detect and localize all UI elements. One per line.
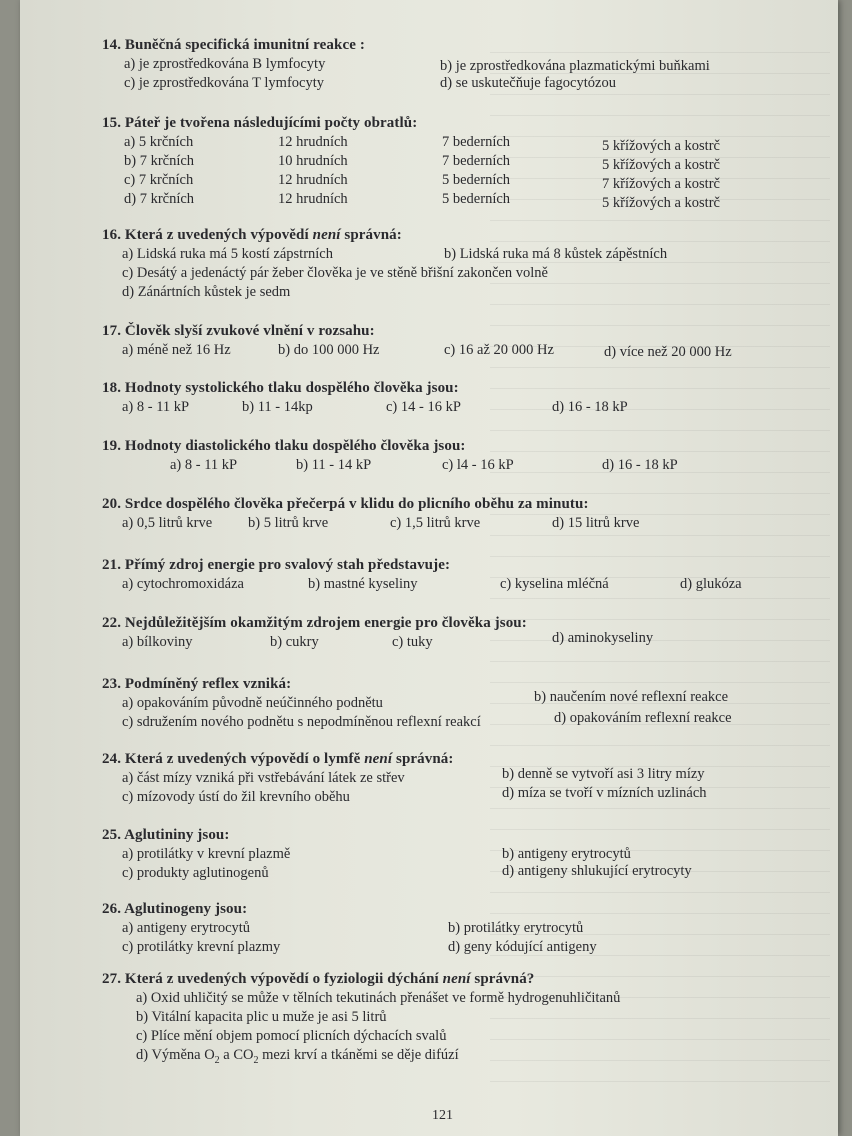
question-title: 26. Aglutinogeny jsou:: [102, 901, 248, 917]
option-d: d) Zánártních kůstek je sedm: [122, 284, 291, 300]
cell: 7 křížových a kostrč: [602, 176, 720, 192]
option-a: a) 0,5 litrů krve: [122, 515, 213, 531]
option-d: d) antigeny shlukující erytrocyty: [502, 863, 692, 879]
option-b: b) Vitální kapacita plic u muže je asi 5 litrů: [136, 1009, 387, 1025]
option-b: b) denně se vytvoří asi 3 litry mízy: [502, 766, 705, 782]
cell: c) 7 krčních: [124, 172, 194, 188]
options-row: [102, 55, 752, 74]
options-row: [102, 283, 752, 302]
question-title: 18. Hodnoty systolického tlaku dospělého člověka jsou:: [102, 380, 459, 396]
option-d: d) Výměna $O_2$ a $CO_2$ mezi krví a tkáněmi se děje difúzí: [136, 1047, 459, 1066]
option-a: a) Oxid uhličitý se může v tělních tekutinách přenášet ve formě hydrogenuhličitanů: [136, 990, 621, 1006]
question-title: 27. Která z uvedených výpovědí o fyziologii dýchání není správná?: [102, 971, 535, 987]
option-c: c) 16 až 20 000 Hz: [444, 342, 554, 358]
option-b: b) antigeny erytrocytů: [502, 846, 631, 862]
options-row: [102, 514, 752, 533]
options-row: [102, 398, 752, 417]
options-row: [102, 341, 752, 360]
options-row: [102, 938, 752, 957]
option-b: b) je zprostředkována plazmatickými buňkami: [440, 58, 710, 74]
cell: 7 bederních: [442, 134, 511, 150]
question-24: [102, 750, 752, 807]
question-22: [102, 614, 752, 652]
options-row: [102, 864, 752, 883]
question-20: [102, 495, 752, 533]
question-title: 19. Hodnoty diastolického tlaku dospělého člověka jsou:: [102, 438, 466, 454]
option-d: d) 16 - 18 kP: [602, 457, 678, 473]
option-b: b) 11 - 14 kP: [296, 457, 372, 473]
question-title: 17. Člověk slyší zvukové vlnění v rozsahu:: [102, 323, 375, 339]
options-row: [102, 264, 752, 283]
options-row: [102, 575, 752, 594]
option-a: a) cytochromoxidáza: [122, 576, 244, 592]
option-d: d) více než 20 000 Hz: [604, 344, 732, 360]
options-row: [102, 785, 752, 807]
option-b: b) Lidská ruka má 8 kůstek zápěstních: [444, 246, 668, 262]
options-row: [102, 919, 752, 938]
option-b: b) cukry: [270, 634, 319, 650]
cell: b) 7 krčních: [124, 153, 195, 169]
option-a: a) je zprostředkována B lymfocyty: [124, 56, 326, 72]
cell: 5 křížových a kostrč: [602, 195, 720, 211]
options-row: [102, 74, 752, 93]
option-d: d) 16 - 18 kP: [552, 399, 628, 415]
book-page: [20, 0, 838, 1136]
question-title: 23. Podmíněný reflex vzniká:: [102, 676, 292, 692]
option-a: a) 8 - 11 kP: [122, 399, 190, 415]
option-c: c) produkty aglutinogenů: [122, 865, 269, 881]
question-26: [102, 900, 752, 957]
options-row: [102, 1008, 752, 1027]
option-c: c) tuky: [392, 634, 433, 650]
table-row: [102, 190, 752, 209]
cell: 12 hrudních: [278, 172, 348, 188]
option-b: b) naučením nové reflexní reakce: [534, 689, 729, 705]
options-row: [102, 245, 752, 264]
cell: 5 křížových a kostrč: [602, 157, 720, 173]
option-a: a) Lidská ruka má 5 kostí zápstrních: [122, 246, 333, 262]
table-row: [102, 133, 752, 152]
option-a: a) opakováním původně neúčinného podnětu: [122, 695, 383, 711]
options-row: [102, 989, 752, 1008]
option-c: c) je zprostředkována T lymfocyty: [124, 75, 324, 91]
cell: 5 bederních: [442, 191, 511, 207]
cell: d) 7 krčních: [124, 191, 195, 207]
option-a: a) 8 - 11 kP: [170, 457, 238, 473]
option-a: a) méně než 16 Hz: [122, 342, 231, 358]
option-b: b) protilátky erytrocytů: [448, 920, 584, 936]
question-15: [102, 114, 752, 209]
option-c: c) sdružením nového podnětu s nepodmíněnou reflexní reakcí: [122, 714, 481, 730]
options-row: [102, 1046, 752, 1065]
option-c: c) kyselina mléčná: [500, 576, 609, 592]
cell: 5 bederních: [442, 172, 511, 188]
question-title: 15. Páteř je tvořena následujícími počty obratlů:: [102, 115, 418, 131]
question-14: [102, 36, 752, 93]
option-b: b) 11 - 14kp: [242, 399, 313, 415]
option-c: c) 14 - 16 kP: [386, 399, 461, 415]
option-a: a) antigeny erytrocytů: [122, 920, 251, 936]
question-16: [102, 226, 752, 302]
cell: 10 hrudních: [278, 153, 348, 169]
cell: 12 hrudních: [278, 191, 348, 207]
options-row: [102, 710, 752, 732]
cell: a) 5 krčních: [124, 134, 194, 150]
question-title: 24. Která z uvedených výpovědí o lymfě není správná:: [102, 751, 454, 767]
option-b: b) 5 litrů krve: [248, 515, 329, 531]
option-c: c) mízovody ústí do žil krevního oběhu: [122, 789, 350, 805]
options-row: [102, 456, 752, 475]
question-title: 25. Aglutininy jsou:: [102, 827, 230, 843]
page-number: 121: [432, 1108, 453, 1123]
cell: 5 křížových a kostrč: [602, 138, 720, 154]
option-d: d) opakováním reflexní reakce: [554, 710, 732, 726]
option-d: d) 15 litrů krve: [552, 515, 640, 531]
question-25: [102, 826, 752, 883]
option-b: b) do 100 000 Hz: [278, 342, 380, 358]
cell: 12 hrudních: [278, 134, 348, 150]
question-21: [102, 556, 752, 594]
table-row: [102, 171, 752, 190]
option-d: d) míza se tvoří v mízních uzlinách: [502, 785, 707, 801]
question-title: 14. Buněčná specifická imunitní reakce :: [102, 37, 365, 53]
option-a: a) část mízy vzniká při vstřebávání látek ze střev: [122, 770, 405, 786]
table-row: [102, 152, 752, 171]
question-27: [102, 970, 752, 1065]
options-row: [102, 1027, 752, 1046]
option-c: c) Desátý a jedenáctý pár žeber člověka je ve stěně břišní zakončen volně: [122, 265, 548, 281]
question-23: [102, 675, 752, 732]
option-b: b) mastné kyseliny: [308, 576, 418, 592]
option-c: c) 1,5 litrů krve: [390, 515, 481, 531]
question-18: [102, 379, 752, 417]
page-content: [20, 0, 838, 1136]
option-a: a) protilátky v krevní plazmě: [122, 846, 291, 862]
option-c: c) protilátky krevní plazmy: [122, 939, 281, 955]
option-a: a) bílkoviny: [122, 634, 193, 650]
question-title: 21. Přímý zdroj energie pro svalový stah představuje:: [102, 557, 451, 573]
question-17: [102, 322, 752, 360]
question-title: 16. Která z uvedených výpovědí není správná:: [102, 227, 402, 243]
option-d: d) aminokyseliny: [552, 630, 654, 646]
option-d: d) glukóza: [680, 576, 742, 592]
question-19: [102, 437, 752, 475]
option-d: d) se uskutečňuje fagocytózou: [440, 75, 616, 91]
option-d: d) geny kódující antigeny: [448, 939, 597, 955]
question-title: 20. Srdce dospělého člověka přečerpá v klidu do plicního oběhu za minutu:: [102, 496, 589, 512]
option-c: c) l4 - 16 kP: [442, 457, 514, 473]
cell: 7 bederních: [442, 153, 511, 169]
question-title: 22. Nejdůležitějším okamžitým zdrojem energie pro člověka jsou:: [102, 615, 527, 631]
options-row: [102, 630, 752, 652]
option-c: c) Plíce mění objem pomocí plicních dýchacích svalů: [136, 1028, 447, 1044]
